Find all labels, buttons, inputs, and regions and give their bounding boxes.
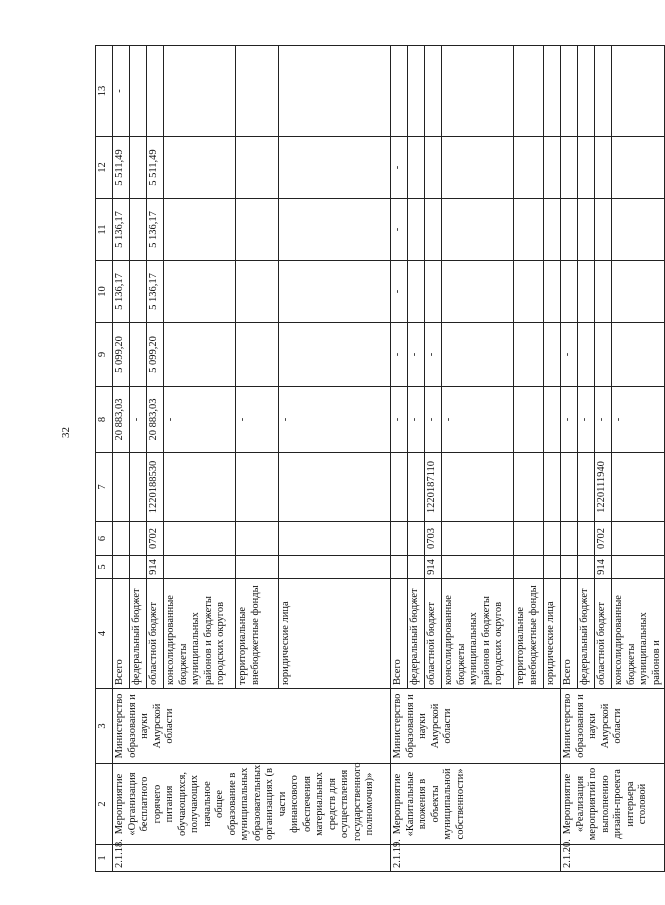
table-row — [391, 46, 408, 872]
funding-source-cell: областной бюджет — [147, 579, 164, 689]
code-cell — [391, 556, 408, 579]
col-header: 3 — [96, 689, 113, 764]
value-cell — [236, 323, 279, 387]
value-cell — [514, 261, 544, 323]
value-cell — [442, 261, 514, 323]
code-cell — [130, 556, 147, 579]
funding-source-cell: областной бюджет — [425, 579, 442, 689]
code-cell — [612, 556, 665, 579]
value-cell — [544, 261, 561, 323]
value-cell: 20 883,03 — [147, 387, 164, 453]
value-cell: 20 883,03 — [113, 387, 130, 453]
value-cell — [442, 199, 514, 261]
col-header: 13 — [96, 46, 113, 137]
value-cell: 5 511,49 — [113, 137, 130, 199]
funding-source-cell: консолидированные бюджеты муниципальных районов и бюджеты городских округов — [164, 579, 236, 689]
code-cell — [578, 453, 595, 522]
budget-table-rotated — [95, 46, 662, 872]
funding-source-cell: Всего — [561, 579, 578, 689]
value-cell — [442, 46, 514, 137]
value-cell — [578, 46, 595, 137]
code-cell — [544, 453, 561, 522]
value-cell — [164, 261, 236, 323]
code-cell — [561, 556, 578, 579]
code-cell: 914 — [595, 556, 612, 579]
table-row — [561, 46, 578, 872]
code-cell — [408, 556, 425, 579]
code-cell — [236, 556, 279, 579]
funding-source-cell: федеральный бюджет — [408, 579, 425, 689]
col-header: 12 — [96, 137, 113, 199]
code-cell: 1220188530 — [147, 453, 164, 522]
col-header: 11 — [96, 199, 113, 261]
executor-cell: Министерство образования и науки Амурской области — [113, 689, 391, 764]
value-cell — [612, 137, 665, 199]
funding-source-cell: федеральный бюджет — [130, 579, 147, 689]
value-cell — [408, 137, 425, 199]
value-cell — [442, 137, 514, 199]
code-cell: 0703 — [425, 522, 442, 556]
value-cell — [544, 199, 561, 261]
code-cell — [544, 556, 561, 579]
code-cell — [164, 522, 236, 556]
value-cell: - — [391, 199, 408, 261]
value-cell — [425, 261, 442, 323]
code-cell — [612, 453, 665, 522]
value-cell — [561, 137, 578, 199]
row-number-cell: 2.1.20. — [561, 845, 665, 872]
value-cell — [408, 46, 425, 137]
value-cell — [595, 323, 612, 387]
code-cell — [408, 522, 425, 556]
value-cell — [130, 199, 147, 261]
value-cell — [595, 137, 612, 199]
row-number-cell: 2.1.18. — [113, 845, 391, 872]
code-cell — [612, 522, 665, 556]
code-cell — [164, 556, 236, 579]
value-cell — [425, 46, 442, 137]
value-cell — [595, 261, 612, 323]
code-cell — [279, 556, 391, 579]
value-cell: - — [279, 387, 391, 453]
event-name-cell: Мероприятие «Организация бесплатного горячего питания обучающихся, получающих начальное общее образование в муниципальных образовательных организациях (в части финансового обеспечения материальных средств для осуществления государственного полномочия)» — [113, 764, 391, 845]
value-cell — [514, 323, 544, 387]
row-number-cell: 2.1.19. — [391, 845, 561, 872]
value-cell — [236, 261, 279, 323]
col-header: 10 — [96, 261, 113, 323]
code-cell — [408, 453, 425, 522]
code-cell — [442, 522, 514, 556]
value-cell: - — [391, 387, 408, 453]
value-cell: - — [595, 387, 612, 453]
value-cell — [164, 323, 236, 387]
value-cell: - — [391, 323, 408, 387]
value-cell — [130, 261, 147, 323]
value-cell: - — [236, 387, 279, 453]
funding-source-cell: территориальные внебюджетные фонды — [236, 579, 279, 689]
funding-source-cell: федеральный бюджет — [578, 579, 595, 689]
event-name-cell: Мероприятие «Капитальные вложения в объекты муниципальной собственности» — [391, 764, 561, 845]
value-cell — [425, 137, 442, 199]
code-cell: 1220111940 — [595, 453, 612, 522]
col-header: 8 — [96, 387, 113, 453]
code-cell — [236, 522, 279, 556]
value-cell: - — [391, 261, 408, 323]
value-cell — [130, 46, 147, 137]
value-cell — [544, 387, 561, 453]
value-cell: - — [408, 323, 425, 387]
code-cell — [442, 556, 514, 579]
code-cell — [164, 453, 236, 522]
budget-table — [95, 45, 665, 872]
value-cell — [578, 261, 595, 323]
value-cell — [612, 323, 665, 387]
value-cell — [130, 137, 147, 199]
code-cell — [130, 453, 147, 522]
value-cell — [612, 199, 665, 261]
page-number: 32 — [60, 427, 72, 438]
code-cell — [514, 522, 544, 556]
value-cell: 5 099,20 — [147, 323, 164, 387]
funding-source-cell: территориальные внебюджетные фонды — [514, 579, 544, 689]
value-cell: - — [425, 323, 442, 387]
value-cell — [279, 137, 391, 199]
funding-source-cell: Всего — [391, 579, 408, 689]
value-cell — [514, 387, 544, 453]
funding-source-cell: юридические лица — [544, 579, 561, 689]
value-cell — [279, 199, 391, 261]
col-header: 4 — [96, 579, 113, 689]
code-cell — [236, 453, 279, 522]
col-header: 9 — [96, 323, 113, 387]
col-header: 6 — [96, 522, 113, 556]
value-cell — [595, 46, 612, 137]
value-cell: - — [130, 387, 147, 453]
value-cell — [544, 323, 561, 387]
value-cell — [612, 261, 665, 323]
value-cell: 5 099,20 — [113, 323, 130, 387]
value-cell — [561, 261, 578, 323]
code-cell — [279, 453, 391, 522]
value-cell — [442, 323, 514, 387]
funding-source-cell: юридические лица — [279, 579, 391, 689]
value-cell — [236, 199, 279, 261]
code-cell — [391, 453, 408, 522]
value-cell — [236, 137, 279, 199]
value-cell — [236, 46, 279, 137]
value-cell — [391, 46, 408, 137]
value-cell — [544, 46, 561, 137]
value-cell — [514, 46, 544, 137]
value-cell — [514, 199, 544, 261]
executor-cell: Министерство образования и науки Амурской области — [561, 689, 665, 764]
col-header: 1 — [96, 845, 113, 872]
table-row — [113, 46, 130, 872]
code-cell — [442, 453, 514, 522]
value-cell — [279, 261, 391, 323]
code-cell — [113, 453, 130, 522]
code-cell — [578, 522, 595, 556]
code-cell: 914 — [425, 556, 442, 579]
value-cell — [578, 323, 595, 387]
funding-source-cell: Всего — [113, 579, 130, 689]
value-cell: - — [408, 387, 425, 453]
value-cell: - — [164, 387, 236, 453]
code-cell — [391, 522, 408, 556]
funding-source-cell: консолидированные бюджеты муниципальных районов и — [612, 579, 665, 689]
col-header: 2 — [96, 764, 113, 845]
code-cell — [561, 522, 578, 556]
value-cell — [561, 199, 578, 261]
value-cell — [578, 199, 595, 261]
code-cell — [113, 556, 130, 579]
value-cell: - — [561, 323, 578, 387]
value-cell — [612, 46, 665, 137]
value-cell — [514, 137, 544, 199]
code-cell — [113, 522, 130, 556]
value-cell — [279, 46, 391, 137]
table-body — [96, 46, 665, 872]
value-cell — [147, 46, 164, 137]
col-header: 7 — [96, 453, 113, 522]
value-cell: - — [113, 46, 130, 137]
value-cell — [425, 199, 442, 261]
value-cell: - — [561, 387, 578, 453]
code-cell — [544, 522, 561, 556]
value-cell: - — [391, 137, 408, 199]
code-cell — [578, 556, 595, 579]
value-cell — [578, 137, 595, 199]
code-cell: 0702 — [147, 522, 164, 556]
funding-source-cell: областной бюджет — [595, 579, 612, 689]
value-cell — [561, 46, 578, 137]
value-cell — [164, 199, 236, 261]
value-cell: - — [578, 387, 595, 453]
event-name-cell: Мероприятие «Реализация мероприятий по выполнению дизайн-проекта интерьера столовой — [561, 764, 665, 845]
value-cell: 5 136,17 — [113, 199, 130, 261]
code-cell — [130, 522, 147, 556]
executor-cell: Министерство образования и науки Амурской области — [391, 689, 561, 764]
code-cell: 914 — [147, 556, 164, 579]
code-cell: 1220187110 — [425, 453, 442, 522]
code-cell — [514, 556, 544, 579]
value-cell: - — [442, 387, 514, 453]
value-cell: - — [425, 387, 442, 453]
funding-source-cell: консолидированные бюджеты муниципальных районов и бюджеты городских округов — [442, 579, 514, 689]
value-cell — [544, 137, 561, 199]
code-cell — [514, 453, 544, 522]
value-cell — [164, 137, 236, 199]
code-cell — [279, 522, 391, 556]
value-cell — [130, 323, 147, 387]
code-cell: 0702 — [595, 522, 612, 556]
value-cell: 5 136,17 — [147, 261, 164, 323]
value-cell: 5 136,17 — [113, 261, 130, 323]
value-cell: 5 511,49 — [147, 137, 164, 199]
header-row — [96, 46, 113, 872]
col-header: 5 — [96, 556, 113, 579]
value-cell — [164, 46, 236, 137]
value-cell — [595, 199, 612, 261]
value-cell — [279, 323, 391, 387]
value-cell: - — [612, 387, 665, 453]
value-cell — [408, 261, 425, 323]
value-cell — [408, 199, 425, 261]
value-cell: 5 136,17 — [147, 199, 164, 261]
code-cell — [561, 453, 578, 522]
